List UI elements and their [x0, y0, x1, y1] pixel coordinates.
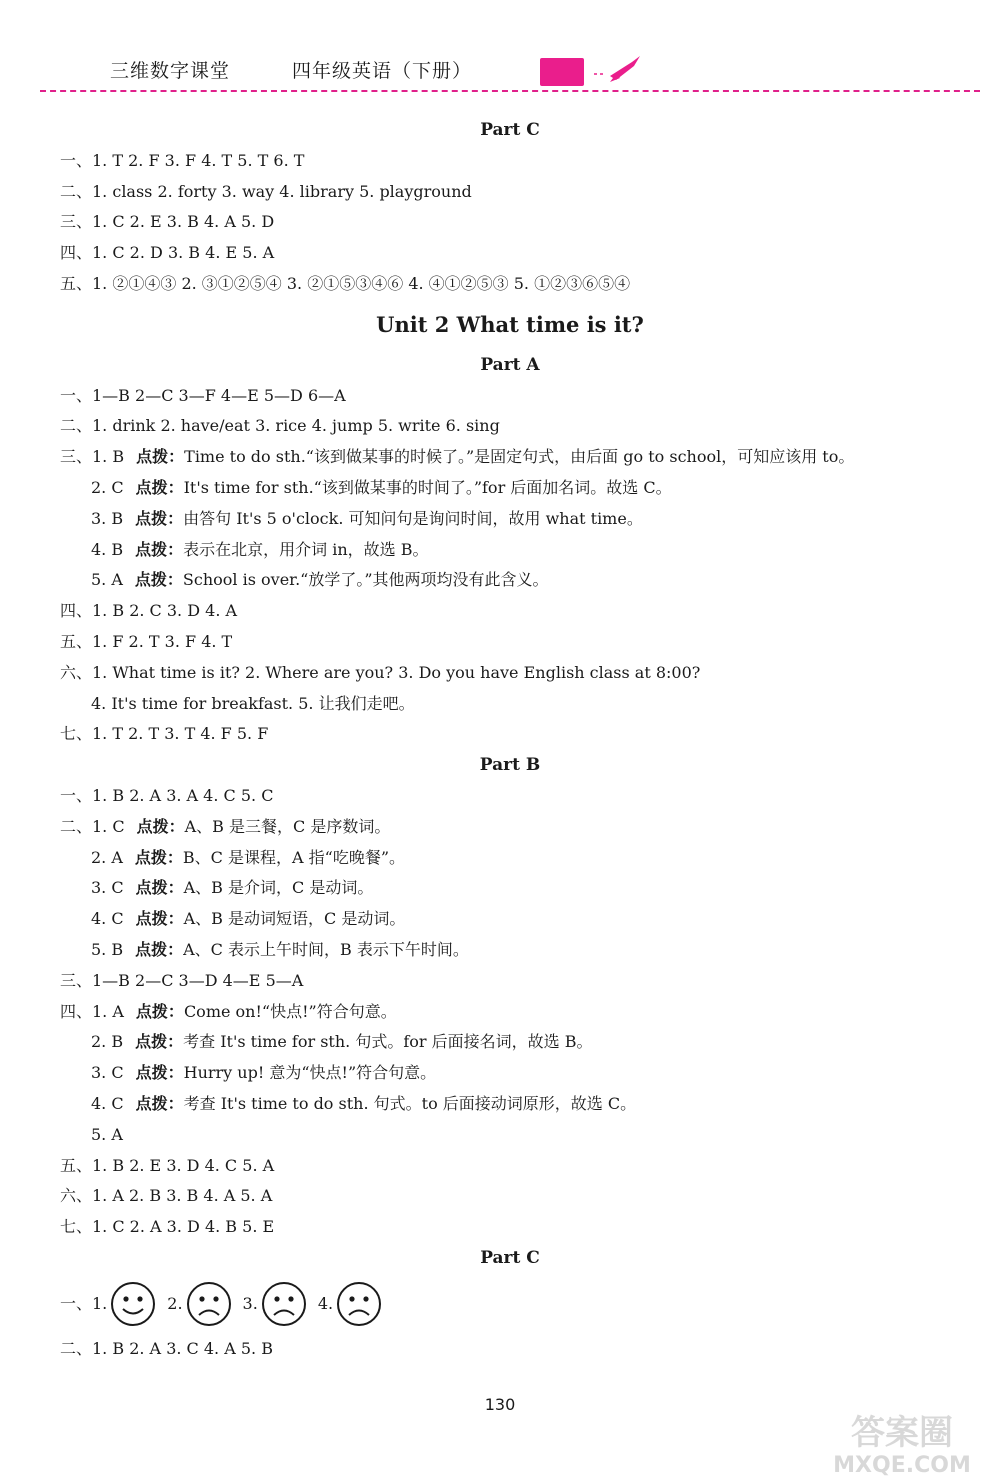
hint-text: Time to do sth.“该到做某事的时候了。”是固定句式，由后面 go to school，可知应该用 to。 — [184, 447, 855, 467]
answer-number: 4. C — [91, 909, 124, 929]
answer-number: 二、1. C — [60, 816, 125, 836]
section-heading: Part B — [479, 755, 541, 776]
watermark-bottom-text: MXQE.COM — [833, 1453, 971, 1476]
answer-line: 六、1. What time is it? 2. Where are you? 3. Do you have English class at 8:00? — [60, 662, 701, 682]
hint-text: A、B 是动词短语，C 是动词。 — [183, 909, 406, 929]
answer-line — [60, 904, 960, 935]
answer-number: 3. C — [91, 1063, 124, 1083]
answer-number: 三、1. B — [60, 447, 125, 467]
answer-number: 2. — [167, 1293, 183, 1313]
section-heading: Part A — [480, 354, 540, 375]
hint-label: 点拨： — [135, 1001, 184, 1021]
sad-face-icon — [335, 1280, 383, 1328]
answer-line — [60, 873, 960, 904]
hint-label: 点拨： — [135, 878, 184, 898]
answer-number: 3. — [242, 1293, 258, 1313]
sad-face-icon — [185, 1280, 233, 1328]
section-heading: Part C — [480, 1247, 540, 1268]
answer-line: 二、1. drink 2. have/eat 3. rice 4. jump 5. write 6. sing — [60, 416, 500, 436]
answer-line — [60, 535, 960, 566]
hint-label: 点拨： — [135, 539, 184, 559]
page-header — [0, 0, 1000, 100]
unit-title: Unit 2 What time is it? — [376, 311, 644, 337]
answer-line — [60, 565, 960, 596]
answer-number: 4. B — [91, 539, 124, 559]
hint-label: 点拨： — [135, 939, 184, 959]
answer-line: 一、1. B 2. A 3. A 4. C 5. C — [60, 785, 274, 805]
answer-line: 三、1. C 2. E 3. B 4. A 5. D — [60, 212, 275, 232]
hint-label: 点拨： — [135, 1063, 184, 1083]
hint-text: 表示在北京，用介词 in，故选 B。 — [183, 539, 429, 559]
answer-line: 七、1. T 2. T 3. T 4. F 5. F — [60, 724, 269, 744]
answer-number: 3. C — [91, 878, 124, 898]
faces-answer-line — [60, 1274, 960, 1334]
answer-line — [60, 504, 960, 535]
answer-line — [60, 935, 960, 966]
answer-line — [60, 997, 960, 1028]
hint-text: 考查 It's time to do sth. 句式。to 后面接动词原形，故选 C。 — [183, 1093, 637, 1113]
hint-label: 点拨： — [135, 477, 184, 497]
hint-text: It's time for sth.“该到做某事的时间了。”for 后面加名词。故选 C。 — [183, 477, 672, 497]
hint-text: B、C 是课程，A 指“吃晚餐”。 — [182, 847, 406, 867]
answer-line: 五、1. B 2. E 3. D 4. C 5. A — [60, 1155, 275, 1175]
answer-number: 4. — [317, 1293, 334, 1313]
hint-label: 点拨： — [135, 909, 184, 929]
hint-text: Hurry up! 意为“快点!”符合句意。 — [183, 1063, 437, 1083]
answer-line: 一、1. T 2. F 3. F 4. T 5. T 6. T — [60, 150, 305, 170]
hint-label: 点拨： — [134, 847, 183, 867]
header-pink-block — [540, 58, 584, 86]
answer-line — [60, 1027, 960, 1058]
hint-text: 考查 It's time for sth. 句式。for 后面接名词，故选 B。 — [183, 1032, 593, 1052]
happy-face-icon — [109, 1280, 157, 1328]
answer-content — [60, 115, 960, 1364]
section-heading: Part C — [480, 120, 540, 140]
hint-label: 点拨： — [135, 1032, 184, 1052]
answer-number: 2. A — [91, 847, 123, 867]
answer-number: 2. B — [91, 1032, 124, 1052]
hint-label: 点拨： — [136, 447, 185, 467]
hint-text: A、B 是三餐，C 是序数词。 — [184, 816, 391, 836]
rocket-icon — [586, 52, 642, 88]
watermark-top-text: 答案圈 — [851, 1413, 953, 1453]
answer-line: 四、1. B 2. C 3. D 4. A — [60, 601, 238, 621]
page-number: 130 — [484, 1395, 516, 1414]
answer-line — [60, 843, 960, 874]
answer-line — [60, 1089, 960, 1120]
answer-line: 二、1. class 2. forty 3. way 4. library 5. playground — [60, 181, 472, 201]
hint-label: 点拨： — [134, 570, 183, 590]
hint-label: 点拨： — [136, 816, 185, 836]
hint-text: 由答句 It's 5 o'clock. 可知问句是询问时间，故用 what time。 — [183, 508, 643, 528]
header-book-title: 四年级英语（下册） — [292, 60, 473, 82]
sad-face-icon — [260, 1280, 308, 1328]
hint-label: 点拨： — [135, 508, 184, 528]
hint-text: A、C 表示上午时间，B 表示下午时间。 — [183, 939, 469, 959]
answer-line: 七、1. C 2. A 3. D 4. B 5. E — [60, 1217, 275, 1237]
answer-number: 3. B — [91, 508, 124, 528]
answer-number: 5. B — [91, 939, 124, 959]
answer-number: 一、1. — [60, 1293, 108, 1313]
header-dashed-rule — [40, 90, 980, 92]
answer-line: 二、1. B 2. A 3. C 4. A 5. B — [60, 1338, 273, 1358]
answer-number: 2. C — [91, 477, 124, 497]
answer-line: 三、1—B 2—C 3—D 4—E 5—A — [60, 970, 304, 990]
answer-line: 五、1. ②①④③ 2. ③①②⑤④ 3. ②①⑤③④⑥ 4. ④①②⑤③ 5. ①②③⑥⑤④ — [60, 273, 631, 293]
answer-line — [60, 812, 960, 843]
answer-number: 5. A — [91, 570, 123, 590]
hint-label: 点拨： — [135, 1093, 184, 1113]
answer-line: 一、1—B 2—C 3—F 4—E 5—D 6—A — [60, 385, 346, 405]
answer-number: 4. C — [91, 1093, 124, 1113]
answer-line: 五、1. F 2. T 3. F 4. T — [60, 631, 233, 651]
answer-line: 4. It's time for breakfast. 5. 让我们走吧。 — [91, 693, 415, 713]
hint-text: Come on!“快点!”符合句意。 — [183, 1001, 397, 1021]
answer-line: 六、1. A 2. B 3. B 4. A 5. A — [60, 1186, 273, 1206]
answer-line — [60, 442, 960, 473]
hint-text: A、B 是介词，C 是动词。 — [183, 878, 374, 898]
header-series-title: 三维数字课堂 — [110, 60, 231, 82]
answer-line — [60, 473, 960, 504]
answer-line — [60, 1058, 960, 1089]
answer-line: 四、1. C 2. D 3. B 4. E 5. A — [60, 243, 275, 263]
watermark-logo — [810, 1410, 995, 1476]
hint-text: School is over.“放学了。”其他两项均没有此含义。 — [182, 570, 549, 590]
answer-line: 5. A — [91, 1124, 123, 1144]
answer-number: 四、1. A — [60, 1001, 124, 1021]
